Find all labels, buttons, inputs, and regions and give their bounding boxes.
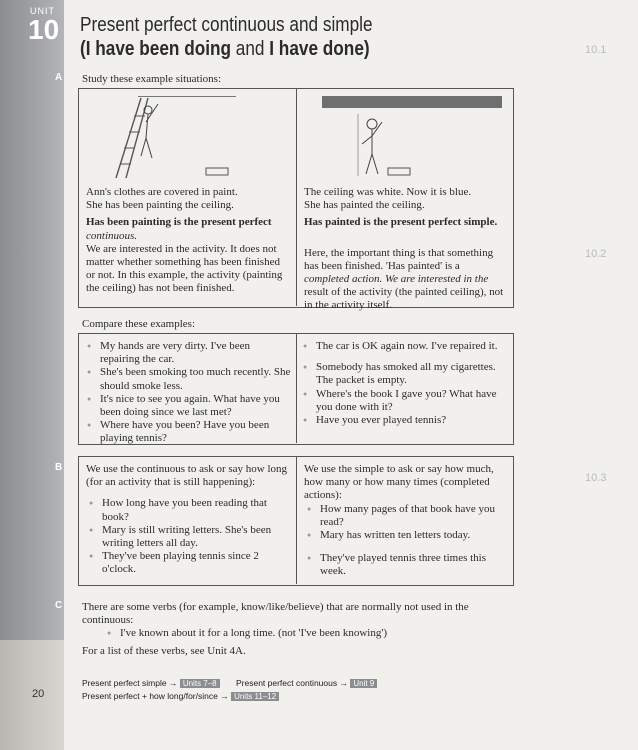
painted-ceiling-illustration: [302, 92, 507, 180]
list-item: ● The car is OK again now. I've repaired it.: [300, 340, 508, 353]
section-b-left: We use the continuous to ask or say how long (for an activity that is still happening): ● How long have you been reading that book? ● Mary is still writing letters. She's been writing letters all day. ● They've been playing tennis since 2 o'clock.: [86, 463, 292, 577]
section-a-left-text: Ann's clothes are covered in paint. She has been painting the ceiling. Has been painting is the present perfect continuous. We are interested in the activity. It does not matter whether something has been finished or not. In this example, the activity (painting the ceiling) has not been finished.: [86, 186, 283, 295]
list-item: ● How long have you been reading that book?: [86, 497, 292, 523]
unit-number: 10: [28, 14, 60, 45]
unit-link-tag: Unit 9: [350, 679, 377, 688]
ladder-illustration: [86, 96, 286, 181]
compare-left-list: [84, 340, 292, 446]
list-item: ● I've known about it for a long time. (not 'I've been knowing'): [104, 627, 512, 640]
compare-divider: [296, 333, 297, 443]
section-c-list: [104, 627, 512, 640]
compare-intro: Compare these examples:: [82, 318, 196, 330]
list-item: ● Mary is still writing letters. She's been writing letters all day.: [86, 524, 292, 550]
section-a-marker: A: [55, 72, 63, 83]
list-item: ● It's nice to see you again. What have you been doing since we last met?: [84, 393, 292, 419]
unit-link-tag: Units 7–8: [180, 679, 220, 688]
unit-link-tag: Units 11–12: [231, 692, 279, 701]
section-b-divider: [296, 456, 297, 584]
section-b-marker: B: [55, 462, 63, 473]
section-b-left-list: [86, 497, 292, 576]
box-divider: [296, 88, 297, 306]
margin-ref-3: 10.3: [585, 472, 607, 484]
list-item: ● Where's the book I gave you? What have you done with it?: [300, 388, 508, 414]
section-c-marker: C: [55, 600, 63, 611]
section-a-right-text: The ceiling was white. Now it is blue. She has painted the ceiling. Has painted is the present perfect simple. Here, the important thing is that something has been finished. 'Has painted' is a completed action. We are interested in the result of the activity (the painted ceiling), not in the activity itself.: [304, 186, 504, 312]
footer-line-2: Present perfect + how long/for/since → Units 11–12: [82, 691, 279, 701]
margin-ref-2: 10.2: [585, 248, 607, 260]
list-item: ● My hands are very dirty. I've been repairing the car.: [84, 340, 292, 366]
page-number: 20: [32, 688, 45, 700]
list-item: ● Somebody has smoked all my cigarettes. The packet is empty.: [300, 361, 508, 387]
section-b-right: We use the simple to ask or say how much, how many or how many times (completed actions): ● How many pages of that book have you read? ● Mary has written ten letters today. ● They've played tennis three times this week.: [304, 463, 506, 579]
section-c: There are some verbs (for example, know/like/believe) that are normally not used in the continuous: ● I've known about it for a long time. (not 'I've been knowing') For a list of these verbs, see Unit 4A.: [82, 601, 512, 658]
page-title: Present perfect continuous and simple: [80, 14, 373, 36]
list-item: ● How many pages of that book have you read?: [304, 503, 506, 529]
list-item: ● Where have you been? Have you been playing tennis?: [84, 419, 292, 445]
margin-ref-1: 10.1: [585, 44, 607, 56]
list-item: ● They've played tennis three times this week.: [304, 552, 506, 578]
list-item: ● Have you ever played tennis?: [300, 414, 508, 427]
compare-right-list: [300, 340, 508, 427]
list-item: ● She's been smoking too much recently. She should smoke less.: [84, 366, 292, 392]
list-item: ● They've been playing tennis since 2 o'clock.: [86, 550, 292, 576]
unit-label: UNIT: [30, 6, 55, 16]
section-b-right-list: [304, 503, 506, 579]
list-item: ● Mary has written ten letters today.: [304, 529, 506, 542]
section-a-intro: Study these example situations:: [82, 73, 222, 85]
footer-line-1: Present perfect simple → Units 7–8 Present perfect continuous → Unit 9: [82, 678, 377, 688]
page-subtitle: (I have been doing and I have done): [80, 38, 370, 60]
unit-sidebar: [0, 0, 64, 750]
